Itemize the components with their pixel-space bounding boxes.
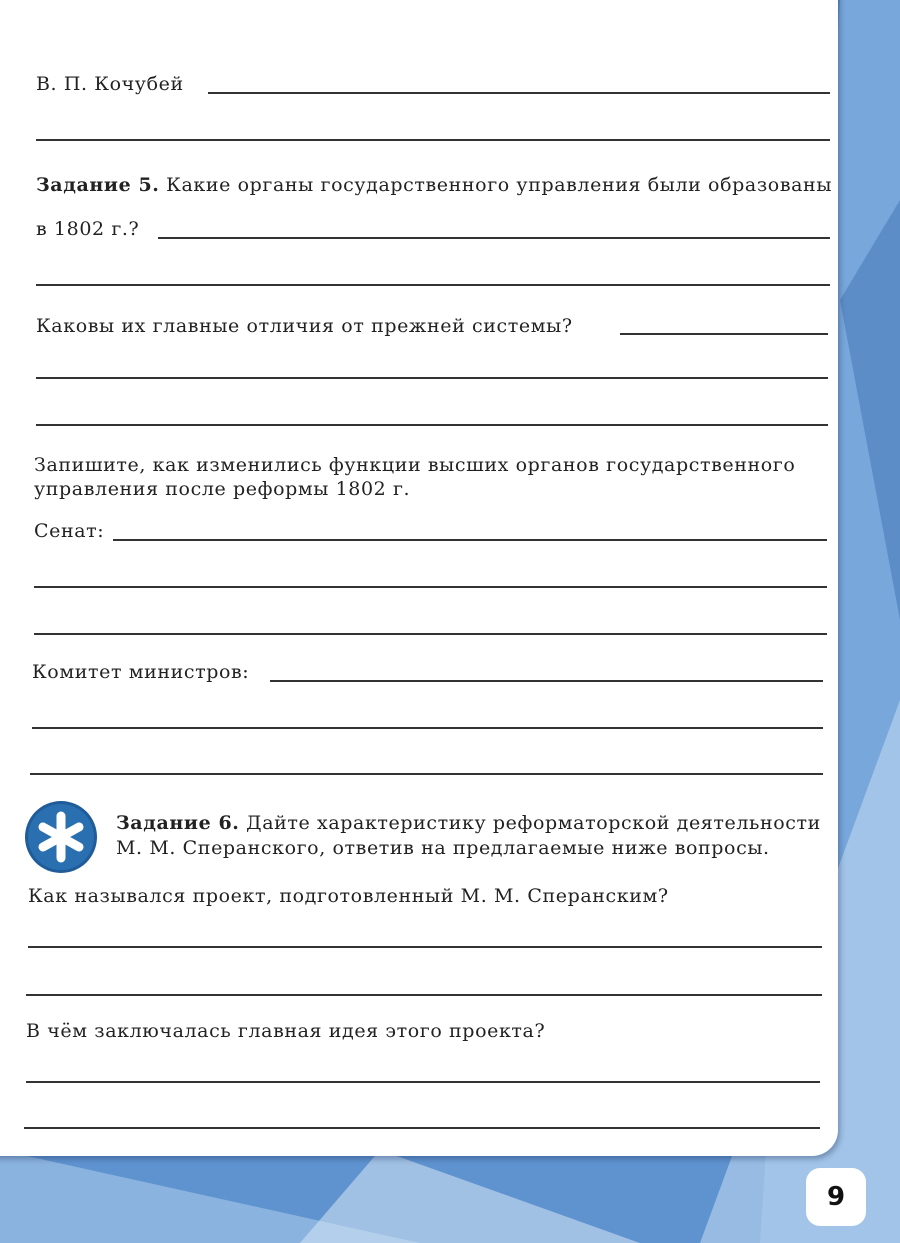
answer-line[interactable] bbox=[26, 1081, 820, 1083]
task5-question-line1: Задание 5. Какие органы государственного управления были образованы bbox=[36, 174, 833, 196]
project-question: Как назывался проект, подготовленный М. М. Сперанским? bbox=[28, 885, 669, 907]
task5-question-line2: в 1802 г.? bbox=[36, 218, 140, 240]
functions-question-line1: Запишите, как изменились функции высших органов государственного bbox=[34, 454, 796, 476]
functions-question-line2: управления после реформы 1802 г. bbox=[34, 478, 411, 500]
answer-line[interactable] bbox=[113, 539, 827, 541]
task6-label: Задание 6. bbox=[116, 812, 240, 834]
answer-line[interactable] bbox=[32, 727, 823, 729]
page-number: 9 bbox=[806, 1168, 866, 1226]
answer-line[interactable] bbox=[36, 284, 830, 286]
answer-line[interactable] bbox=[620, 333, 828, 335]
answer-line[interactable] bbox=[36, 424, 828, 426]
answer-line[interactable] bbox=[28, 946, 822, 948]
idea-question: В чём заключалась главная идея этого проекта? bbox=[26, 1020, 546, 1042]
answer-line[interactable] bbox=[26, 994, 822, 996]
task5-label: Задание 5. bbox=[36, 174, 160, 196]
answer-line[interactable] bbox=[36, 139, 830, 141]
answer-line[interactable] bbox=[30, 773, 823, 775]
task6-intro-line1: Задание 6. Дайте характеристику реформаторской деятельности bbox=[116, 812, 821, 834]
asterisk-icon bbox=[20, 796, 102, 878]
answer-line[interactable] bbox=[34, 633, 827, 635]
answer-line[interactable] bbox=[36, 377, 828, 379]
answer-line[interactable] bbox=[158, 237, 830, 239]
senate-label: Сенат: bbox=[34, 520, 105, 542]
answer-line[interactable] bbox=[24, 1127, 820, 1129]
answer-line[interactable] bbox=[208, 92, 830, 94]
task6-intro-line2: М. М. Сперанского, ответив на предлагаемые ниже вопросы. bbox=[116, 837, 770, 859]
differences-question: Каковы их главные отличия от прежней системы? bbox=[36, 315, 573, 337]
answer-line[interactable] bbox=[270, 680, 823, 682]
kochubei-label: В. П. Кочубей bbox=[36, 73, 184, 95]
committee-label: Комитет министров: bbox=[32, 661, 250, 683]
answer-line[interactable] bbox=[34, 586, 827, 588]
